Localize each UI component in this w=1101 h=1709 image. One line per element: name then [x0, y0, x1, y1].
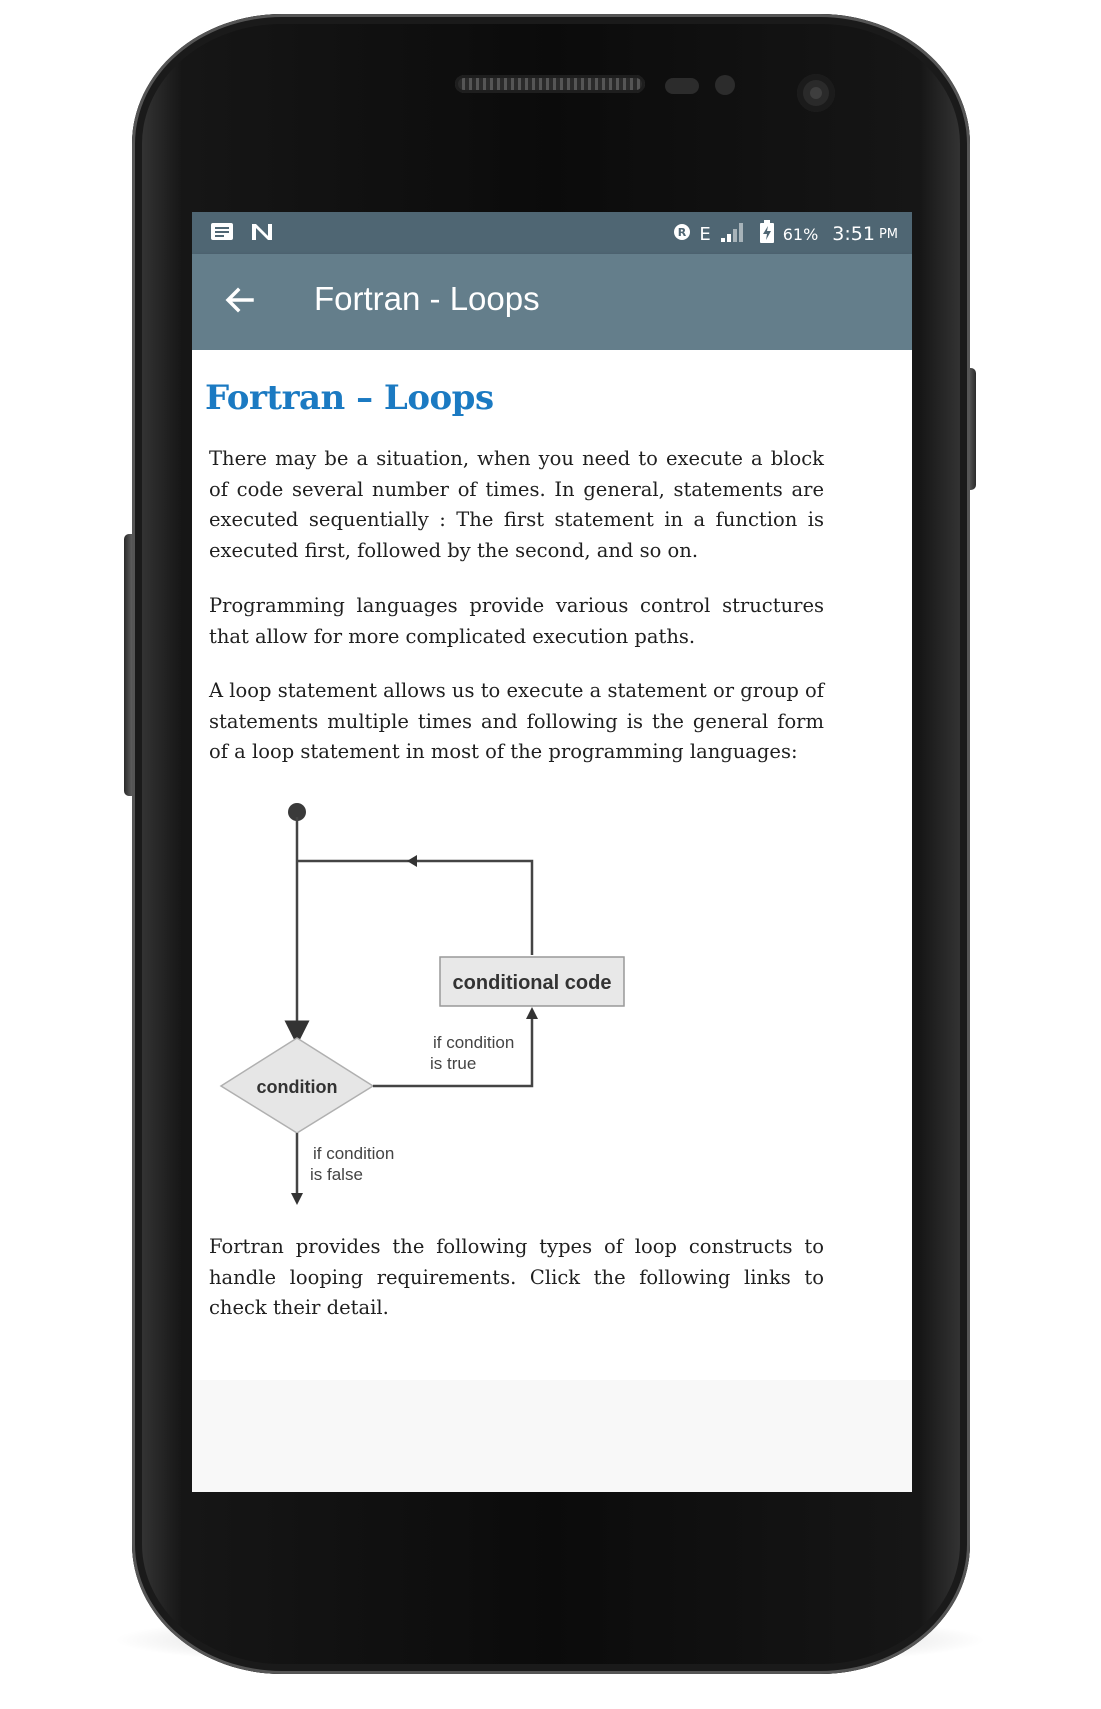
app-bar-title: Fortran - Loops: [314, 280, 540, 317]
false-label-line1: if condition: [313, 1144, 395, 1163]
back-button[interactable]: [222, 282, 258, 318]
true-label-line1: if condition: [433, 1033, 515, 1052]
clock-time: 3:51: [832, 223, 875, 245]
clock-ampm: PM: [878, 226, 898, 242]
conditional-code-label: conditional code: [452, 972, 612, 994]
registered-icon: [673, 223, 691, 245]
true-label-line2: is true: [430, 1054, 477, 1073]
network-type: E: [699, 223, 711, 245]
proximity-sensor: [665, 78, 699, 94]
message-icon: [210, 222, 234, 246]
paragraph: There may be a situation, when you need to execute a block of code several number of times. In general, statements are executed sequentially : The first statement in a function is executed first, followed by the second, and so on.: [209, 447, 824, 562]
paragraph: A loop statement allows us to execute a statement or group of statements multiple times and following is the general form of a loop statement in most of the programming languages:: [209, 679, 824, 763]
true-path-arrow: [526, 1007, 538, 1019]
n-app-icon: [250, 222, 274, 246]
signal-icon: [719, 221, 745, 247]
condition-label: condition: [256, 1077, 338, 1097]
loop-flowchart: [209, 795, 669, 1215]
light-sensor: [715, 75, 735, 95]
paragraph: Fortran provides the following types of loop constructs to handle looping requirements. Click the following links to check their detail.: [209, 1235, 824, 1319]
arrow-back-icon: [222, 282, 258, 318]
paragraph: Programming languages provide various control structures that allow for more complicated execution paths.: [209, 594, 824, 648]
loop-back-line: [297, 861, 532, 955]
article-content: [192, 350, 912, 1350]
speaker-grill: [455, 75, 645, 93]
app-bar: [192, 254, 912, 350]
battery-charging-icon: [759, 220, 775, 248]
battery-percent: 61%: [782, 224, 819, 244]
false-label-line2: is false: [310, 1165, 363, 1184]
article-title: Fortran – Loops: [205, 378, 494, 418]
screen: [192, 212, 912, 1492]
svg-text:R: R: [678, 226, 687, 239]
status-bar: [192, 212, 912, 254]
loop-arrow: [407, 855, 417, 867]
front-camera: [797, 74, 835, 112]
false-path-arrow: [291, 1193, 303, 1205]
page-bottom-area: [192, 1380, 912, 1492]
